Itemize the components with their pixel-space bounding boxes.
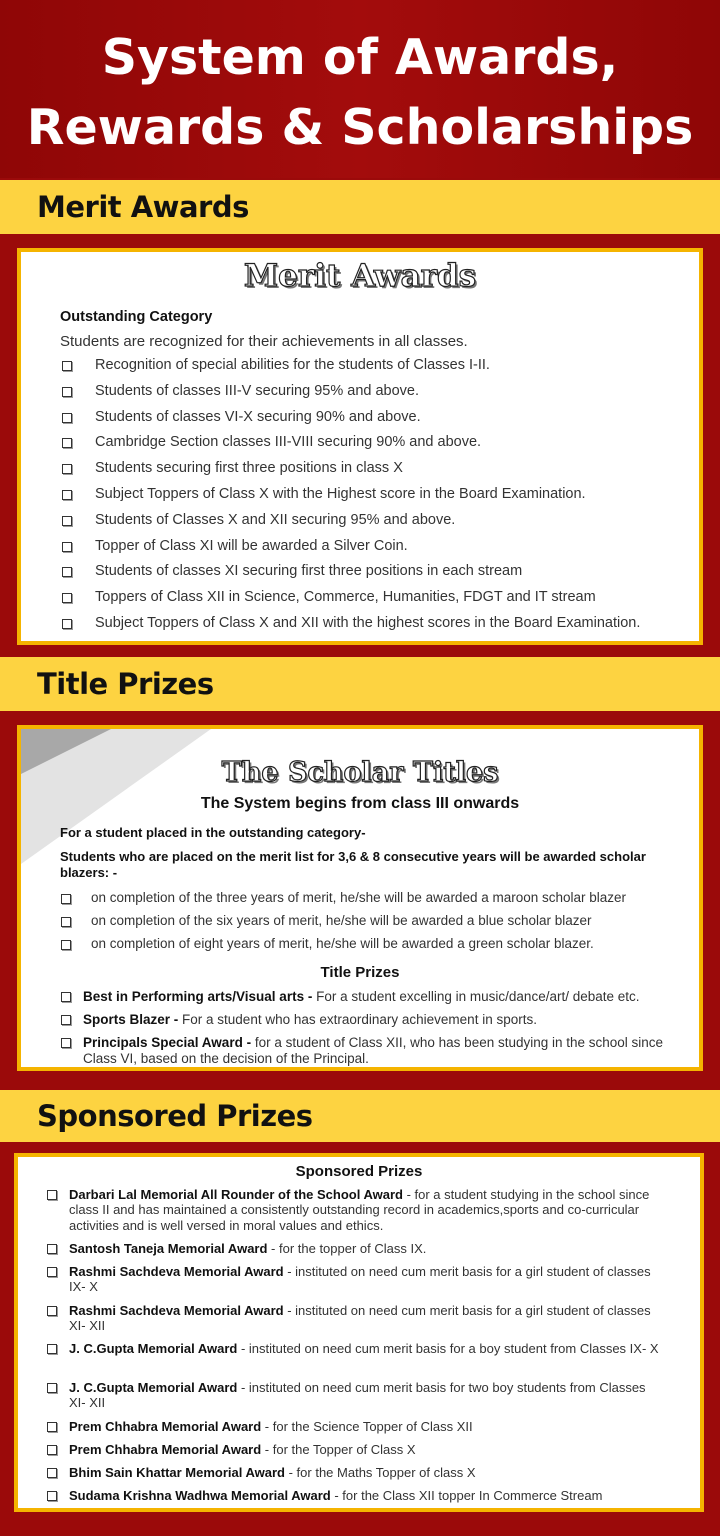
page-header xyxy=(0,0,720,178)
merit-list-item: Recognition of special abilities for the students of Classes I-II. xyxy=(95,357,490,373)
sponsored-prize-item xyxy=(69,1241,659,1256)
merit-intro: Students are recognized for their achievements in all classes. xyxy=(60,333,468,350)
checkbox-bullet-icon xyxy=(62,464,72,474)
merit-list-item: Students of classes III-V securing 95% and above. xyxy=(95,382,420,399)
sponsored-prize-name: Prem Chhabra Memorial Award xyxy=(69,1442,262,1457)
merit-list-item: Subject Toppers of Class X and XII with the highest scores in the Board Examination. xyxy=(95,615,641,631)
merit-list-item: Cambridge Section classes III-VIII securing 90% and above. xyxy=(95,434,482,451)
checkbox-bullet-icon xyxy=(47,1190,57,1200)
sponsored-prize-desc: - instituted on need cum merit basis for a girl student of classes XI- XII xyxy=(69,1303,651,1334)
title-prize-name: Best in Performing arts/Visual arts - xyxy=(83,989,313,1004)
merit-awards-band xyxy=(0,180,720,234)
checkbox-bullet-icon xyxy=(62,361,72,371)
sponsored-prize-item xyxy=(69,1303,659,1334)
checkbox-bullet-icon xyxy=(61,1015,71,1025)
checkbox-bullet-icon xyxy=(62,619,72,629)
sponsored-prize-item xyxy=(69,1488,659,1503)
sponsored-prize-name: Bhim Sain Khattar Memorial Award xyxy=(69,1465,285,1480)
sponsored-prize-desc: - for a student studying in the school since class II and has maintained a consistently outstanding record in academics,sports and co-curricular activities and is well versed in moral values and ethics. xyxy=(69,1187,650,1233)
checkbox-bullet-icon xyxy=(47,1344,57,1354)
sponsored-prize-desc: - for the Maths Topper of class X xyxy=(285,1465,476,1480)
title-prizes-subheading: Title Prizes xyxy=(320,964,400,981)
outstanding-category-label: Outstanding Category xyxy=(60,309,213,325)
blazer-list-item: on completion of the three years of merit, he/she will be awarded a maroon scholar blazer xyxy=(91,890,627,905)
checkbox-bullet-icon xyxy=(62,542,72,552)
merit-list-item: Students securing first three positions in class X xyxy=(95,460,403,477)
sponsored-prize-desc: - for the topper of Class IX. xyxy=(267,1241,427,1256)
scholar-titles-subtitle: The System begins from class III onwards xyxy=(200,795,520,812)
sponsored-prize-name: Darbari Lal Memorial All Rounder of the School Award xyxy=(69,1187,403,1202)
merit-list-item: Students of classes VI-X securing 90% and above. xyxy=(95,408,421,425)
title-prizes-band xyxy=(0,657,720,711)
checkbox-bullet-icon xyxy=(62,567,72,577)
checkbox-bullet-icon xyxy=(62,490,72,500)
scholar-titles-panel xyxy=(17,725,703,1071)
sponsored-prize-name: J. C.Gupta Memorial Award xyxy=(69,1380,238,1395)
title-prize-item xyxy=(83,989,693,1005)
sponsored-prize-name: Rashmi Sachdeva Memorial Award xyxy=(69,1303,284,1318)
blazer-lead: Students who are placed on the merit list for 3,6 & 8 consecutive years will be awarded scholar blazers: - xyxy=(60,849,646,881)
sponsored-prize-item xyxy=(69,1442,659,1457)
sponsored-prize-item xyxy=(69,1380,659,1411)
checkbox-bullet-icon xyxy=(61,1038,71,1048)
sponsored-prizes-panel-title: Sponsored Prizes xyxy=(295,1163,423,1180)
sponsored-prize-name: Rashmi Sachdeva Memorial Award xyxy=(69,1264,284,1279)
sponsored-prize-item xyxy=(69,1187,659,1233)
merit-list-item: Students of Classes X and XII securing 95% and above. xyxy=(95,511,456,528)
checkbox-bullet-icon xyxy=(61,940,71,950)
blazer-list-item: on completion of eight years of merit, he/she will be awarded a green scholar blazer. xyxy=(91,936,594,951)
sponsored-prizes-heading: Sponsored Prizes xyxy=(37,1099,313,1133)
checkbox-bullet-icon xyxy=(61,917,71,927)
sponsored-prize-item xyxy=(69,1419,659,1434)
outstanding-lead: For a student placed in the outstanding category- xyxy=(60,825,366,840)
sponsored-prizes-panel xyxy=(14,1153,704,1512)
checkbox-bullet-icon xyxy=(62,413,72,423)
title-prize-desc: For a student who has extraordinary achievement in sports. xyxy=(178,1012,537,1027)
checkbox-bullet-icon xyxy=(47,1445,57,1455)
checkbox-bullet-icon xyxy=(47,1491,57,1501)
checkbox-bullet-icon xyxy=(47,1383,57,1393)
title-prize-name: Principals Special Award - xyxy=(83,1035,252,1050)
checkbox-bullet-icon xyxy=(62,438,72,448)
merit-list-item: Toppers of Class XII in Science, Commerce, Humanities, FDGT and IT stream xyxy=(95,589,596,606)
title-prize-item xyxy=(83,1012,693,1028)
checkbox-bullet-icon xyxy=(47,1468,57,1478)
merit-list-item: Subject Toppers of Class X with the Highest score in the Board Examination. xyxy=(95,486,586,502)
checkbox-bullet-icon xyxy=(61,992,71,1002)
checkbox-bullet-icon xyxy=(47,1244,57,1254)
merit-awards-panel-title: Merit Awards xyxy=(243,258,477,294)
title-prize-desc: For a student excelling in music/dance/art/ debate etc. xyxy=(312,989,640,1004)
page-title-line2: Rewards & Scholarships xyxy=(26,99,694,156)
title-prize-desc: for a student of Class XII, who has been studying in the school since Class VI, based on the decision of the Principal. xyxy=(83,1035,664,1066)
sponsored-prize-name: Prem Chhabra Memorial Award xyxy=(69,1419,262,1434)
title-prize-item xyxy=(83,1035,693,1066)
sponsored-prize-name: Sudama Krishna Wadhwa Memorial Award xyxy=(69,1488,331,1503)
checkbox-bullet-icon xyxy=(62,387,72,397)
merit-awards-heading: Merit Awards xyxy=(37,190,249,224)
checkbox-bullet-icon xyxy=(47,1422,57,1432)
title-prize-name: Sports Blazer - xyxy=(83,1012,179,1027)
checkbox-bullet-icon xyxy=(62,593,72,603)
merit-awards-panel xyxy=(17,248,703,645)
sponsored-prizes-band xyxy=(0,1090,720,1142)
merit-list-item: Topper of Class XI will be awarded a Silver Coin. xyxy=(95,537,408,554)
sponsored-prize-desc: - for the Topper of Class X xyxy=(261,1442,416,1457)
sponsored-prize-desc: - for the Science Topper of Class XII xyxy=(261,1419,473,1434)
sponsored-prize-name: Santosh Taneja Memorial Award xyxy=(69,1241,268,1256)
page-title-line1: System of Awards, xyxy=(101,29,619,86)
sponsored-prize-desc: - for the Class XII topper In Commerce Stream xyxy=(330,1488,603,1503)
checkbox-bullet-icon xyxy=(47,1267,57,1277)
blazer-list-item: on completion of the six years of merit, he/she will be awarded a blue scholar blazer xyxy=(91,913,592,928)
sponsored-prize-item xyxy=(69,1465,659,1480)
sponsored-prize-desc: - instituted on need cum merit basis for a boy student from Classes IX- X xyxy=(237,1341,659,1356)
checkbox-bullet-icon xyxy=(47,1306,57,1316)
sponsored-prize-item xyxy=(69,1341,659,1356)
checkbox-bullet-icon xyxy=(62,516,72,526)
title-prizes-heading: Title Prizes xyxy=(37,667,214,701)
sponsored-prize-name: J. C.Gupta Memorial Award xyxy=(69,1341,238,1356)
merit-list-item: Students of classes XI securing first three positions in each stream xyxy=(95,563,523,580)
checkbox-bullet-icon xyxy=(61,894,71,904)
sponsored-prize-desc: - instituted on need cum merit basis for two boy students from Classes XI- XII xyxy=(69,1380,646,1411)
sponsored-prize-desc: - instituted on need cum merit basis for a girl student of classes IX- X xyxy=(69,1264,651,1295)
scholar-titles-title: The Scholar Titles xyxy=(221,757,499,788)
sponsored-prize-item xyxy=(69,1264,659,1295)
